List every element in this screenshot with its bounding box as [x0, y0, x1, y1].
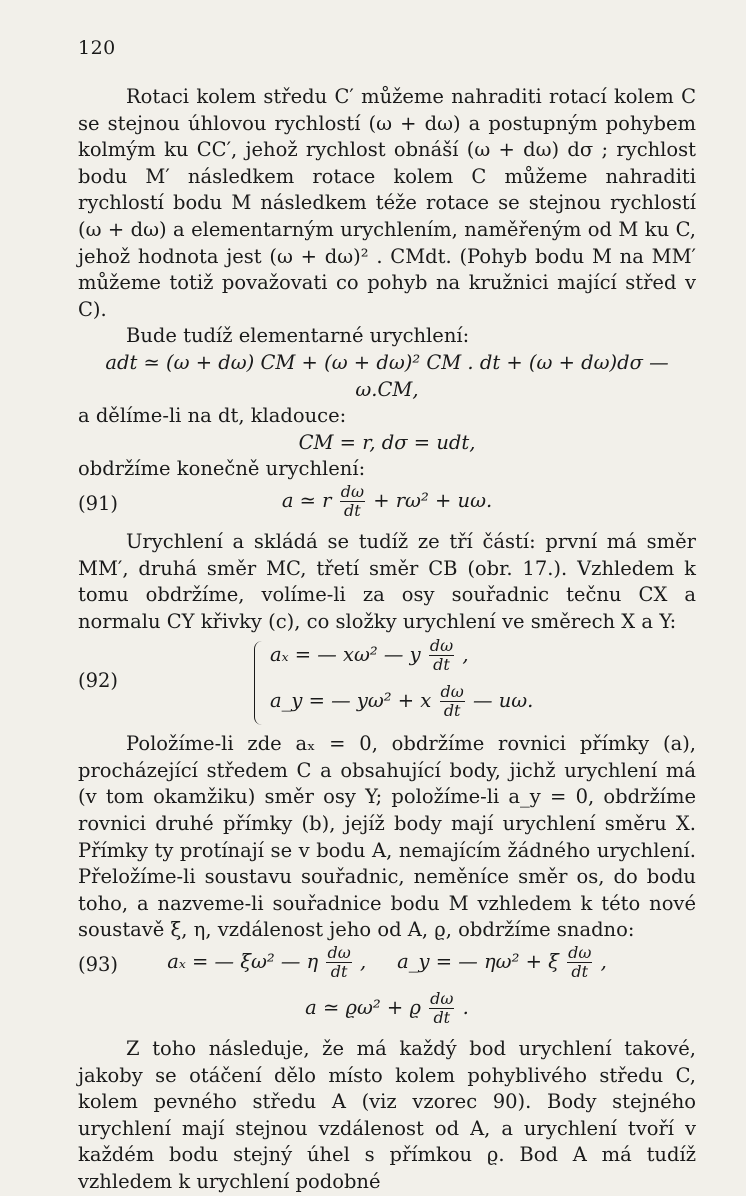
equation-cm: CM = r, dσ = udt, [298, 430, 476, 454]
equation-93-line-2: a ≃ ϱω² + ϱ $\frac{d\omega}{dt}$ . [305, 989, 469, 1028]
equation-92-label: (92) [78, 669, 119, 693]
eq91-fraction: $\frac{d\omega}{dt}$ [340, 481, 364, 520]
paragraph-2: Bude tudíž elementarné urychlení: [126, 324, 470, 348]
paragraph-3: a dělíme-li na dt, kladouce: [78, 404, 347, 428]
paragraph-4: obdržíme konečně urychlení: [78, 457, 366, 481]
eq91-rest: + rω² + uω. [373, 488, 493, 512]
eq92-line-1: aₓ = — xω² — y $\frac{d\omega}{dt}$ , [270, 636, 469, 675]
eq91-lhs: a ≃ r [281, 488, 332, 512]
equation-91-label: (91) [78, 491, 119, 515]
equation-92-brace [254, 641, 265, 725]
paragraph-6: Položíme-li zde aₓ = 0, obdržíme rovnici přímky (a), procházející středem C a obsahující body, jichž urychlení má (v tom okamžiku) směr osy Y; položíme-li a_y = 0, obdržíme rovnici druhé přímky (b), jejíž body mají urychlení směru X. Přímky ty protínají se v bodu A, nemajícím žádného urychlení. Přeložíme-li soustavu souřadnic, neměníce směr os, do bodu toho, a nazveme-li souřadnice bodu M vzhledem k této nové soustavě ξ, η, vzdálenost jeho od A, ϱ, obdržíme snadno: [78, 732, 696, 942]
equation-92 [78, 635, 696, 731]
equation-91 [78, 483, 696, 529]
paragraph-5: Urychlení a skládá se tudíž ze tří částí: první má směr MM′, druhá směr MC, třetí směr CB (obr. 17.). Vzhledem k tomu obdržíme, volíme-li za osy souřadnic tečnu CX a normalu CY křivky (c), co složky urychlení ve směrech X a Y: [78, 529, 696, 633]
page-content [78, 84, 696, 1196]
paragraph-1: Rotaci kolem středu C′ můžeme nahraditi rotací kolem C se stejnou úhlovou rychlostí (ω + dω) a postupným pohybem kolmým ku CC′, jehož rychlost obnáší (ω + dω) dσ ; rychlost bodu M′ následkem rotace kolem C můžeme nahraditi rychlostí bodu M následkem téže rotace se stejnou rychlostí (ω + dω) a elementarným urychlením, naměřeným od M ku C, jehož hodnota jest (ω + dω)² . CMdt. (Pohyb bodu M na MM′ můžeme totiž považovati co pohyb na kružnici mající střed v C). [78, 85, 696, 321]
eq92-line-2: a_y = — yω² + x $\frac{d\omega}{dt}$ — uω. [270, 682, 534, 721]
equation-93-label: (93) [78, 953, 119, 977]
equation-adt: adt ≃ (ω + dω) CM + (ω + dω)² CM . dt + (ω + dω)dσ — ω.CM, [105, 350, 669, 401]
page-number: 120 [78, 37, 116, 59]
paragraph-7: Z toho následuje, že má každý bod urychlení takové, jakoby se otáčení dělo místo kolem pohyblivého středu C, kolem pevného středu A (viz vzorec 90). Body stejného urychlení mají stejnou vzdálenost od A, a urychlení tvoří v každém bodu stejný úhel s přímkou ϱ. Bod A má tudíž vzhledem k urychlení podobné [78, 1037, 696, 1193]
equation-93: (93) aₓ = — ξω² — η $\frac{d\omega}{dt}$ , a_y = — ηω² + ξ $\frac{d\omega}{dt}$ , [78, 943, 607, 982]
